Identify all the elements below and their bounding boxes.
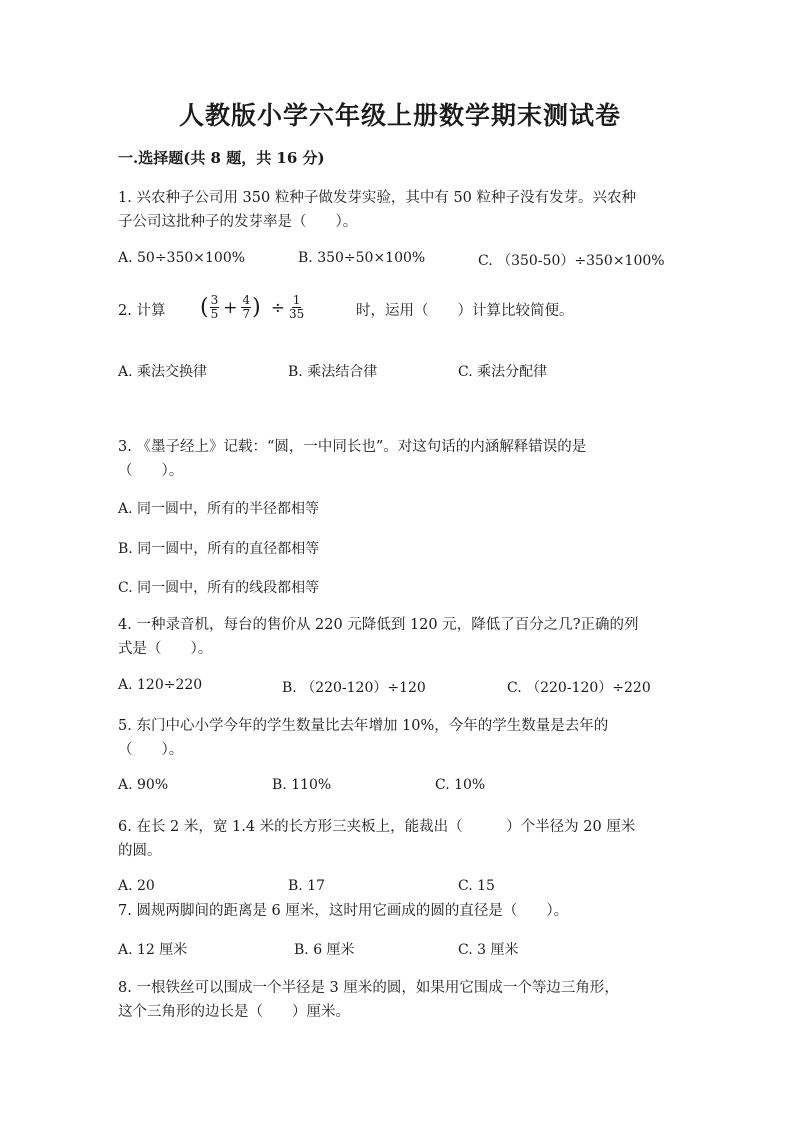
formula-left-paren: ( bbox=[200, 295, 209, 320]
formula-fraction-2 bbox=[241, 294, 251, 321]
question-7-option-b: B. 6 厘米 bbox=[294, 942, 355, 958]
question-1-option-b: B. 350÷50×100% bbox=[298, 250, 426, 266]
question-6-option-a: A. 20 bbox=[118, 878, 155, 894]
question-6-line-1: 6. 在长 2 米，宽 1.4 米的长方形三夹板上，能裁出（ ）个半径为 20 厘米 bbox=[118, 819, 636, 835]
question-2-option-b: B. 乘法结合律 bbox=[288, 364, 378, 380]
question-2-formula bbox=[200, 294, 305, 321]
question-7-option-c: C. 3 厘米 bbox=[458, 942, 519, 958]
question-4-line-2: 式是（ ）。 bbox=[118, 641, 213, 657]
question-5-line-2: （ ）。 bbox=[118, 742, 184, 758]
question-7-option-a: A. 12 厘米 bbox=[118, 942, 188, 958]
question-7-line-1: 7. 圆规两脚间的距离是 6 厘米，这时用它画成的圆的直径是（ ）。 bbox=[118, 903, 569, 919]
question-2-suffix: 时，运用（ ）计算比较简便。 bbox=[356, 303, 574, 319]
formula-fraction-1 bbox=[210, 294, 220, 321]
question-2-option-c: C. 乘法分配律 bbox=[458, 364, 548, 380]
question-4-option-c: C. （220-120）÷220 bbox=[507, 680, 651, 696]
formula-plus: + bbox=[223, 297, 238, 318]
formula-divide: ÷ bbox=[270, 297, 285, 318]
question-8-line-1: 8. 一根铁丝可以围成一个半径是 3 厘米的圆，如果用它围成一个等边三角形， bbox=[118, 980, 619, 996]
question-1-option-a: A. 50÷350×100% bbox=[118, 250, 246, 266]
question-3-option-b: B. 同一圆中，所有的直径都相等 bbox=[118, 541, 320, 557]
question-4-option-a: A. 120÷220 bbox=[118, 677, 203, 693]
formula-right-paren: ) bbox=[252, 295, 261, 320]
question-1-line-2: 子公司这批种子的发芽率是（ ）。 bbox=[118, 214, 358, 230]
question-5-option-a: A. 90% bbox=[118, 777, 169, 793]
question-4-option-b: B. （220-120）÷120 bbox=[282, 680, 426, 696]
question-8-line-2: 这个三角形的边长是（ ）厘米。 bbox=[118, 1004, 350, 1020]
formula-fraction-3 bbox=[289, 294, 304, 321]
question-3-line-2: （ ）。 bbox=[118, 463, 184, 479]
fraction-2-numerator: 4 bbox=[242, 293, 251, 307]
question-5-option-b: B. 110% bbox=[272, 777, 332, 793]
question-6-option-b: B. 17 bbox=[288, 878, 326, 894]
section-heading: 一.选择题(共 8 题，共 16 分) bbox=[118, 149, 325, 167]
question-3-option-a: A. 同一圆中，所有的半径都相等 bbox=[118, 501, 320, 517]
question-3-line-1: 3. 《墨子经上》记载：“圆，一中同长也”。对这句话的内涵解释错误的是 bbox=[118, 439, 587, 455]
fraction-1-numerator: 3 bbox=[210, 293, 219, 307]
question-4-line-1: 4. 一种录音机，每台的售价从 220 元降低到 120 元，降低了百分之几?正确的列 bbox=[118, 617, 639, 633]
question-6-line-2: 的圆。 bbox=[118, 843, 162, 859]
question-3-option-c: C. 同一圆中，所有的线段都相等 bbox=[118, 580, 320, 596]
question-5-option-c: C. 10% bbox=[435, 777, 486, 793]
question-1-option-c: C. （350-50）÷350×100% bbox=[478, 253, 665, 269]
question-2-prefix: 2. 计算 bbox=[118, 303, 166, 319]
question-6-option-c: C. 15 bbox=[458, 878, 495, 894]
fraction-3-denominator: 35 bbox=[288, 307, 305, 321]
fraction-3-numerator: 1 bbox=[292, 293, 301, 307]
page-title: 人教版小学六年级上册数学期末测试卷 bbox=[178, 101, 621, 130]
question-2-option-a: A. 乘法交换律 bbox=[118, 364, 208, 380]
question-1-line-1: 1. 兴农种子公司用 350 粒种子做发芽实验，其中有 50 粒种子没有发芽。兴农种 bbox=[118, 190, 637, 206]
question-5-line-1: 5. 东门中心小学今年的学生数量比去年增加 10%，今年的学生数量是去年的 bbox=[118, 718, 609, 734]
fraction-1-denominator: 5 bbox=[210, 307, 219, 321]
fraction-2-denominator: 7 bbox=[242, 307, 251, 321]
